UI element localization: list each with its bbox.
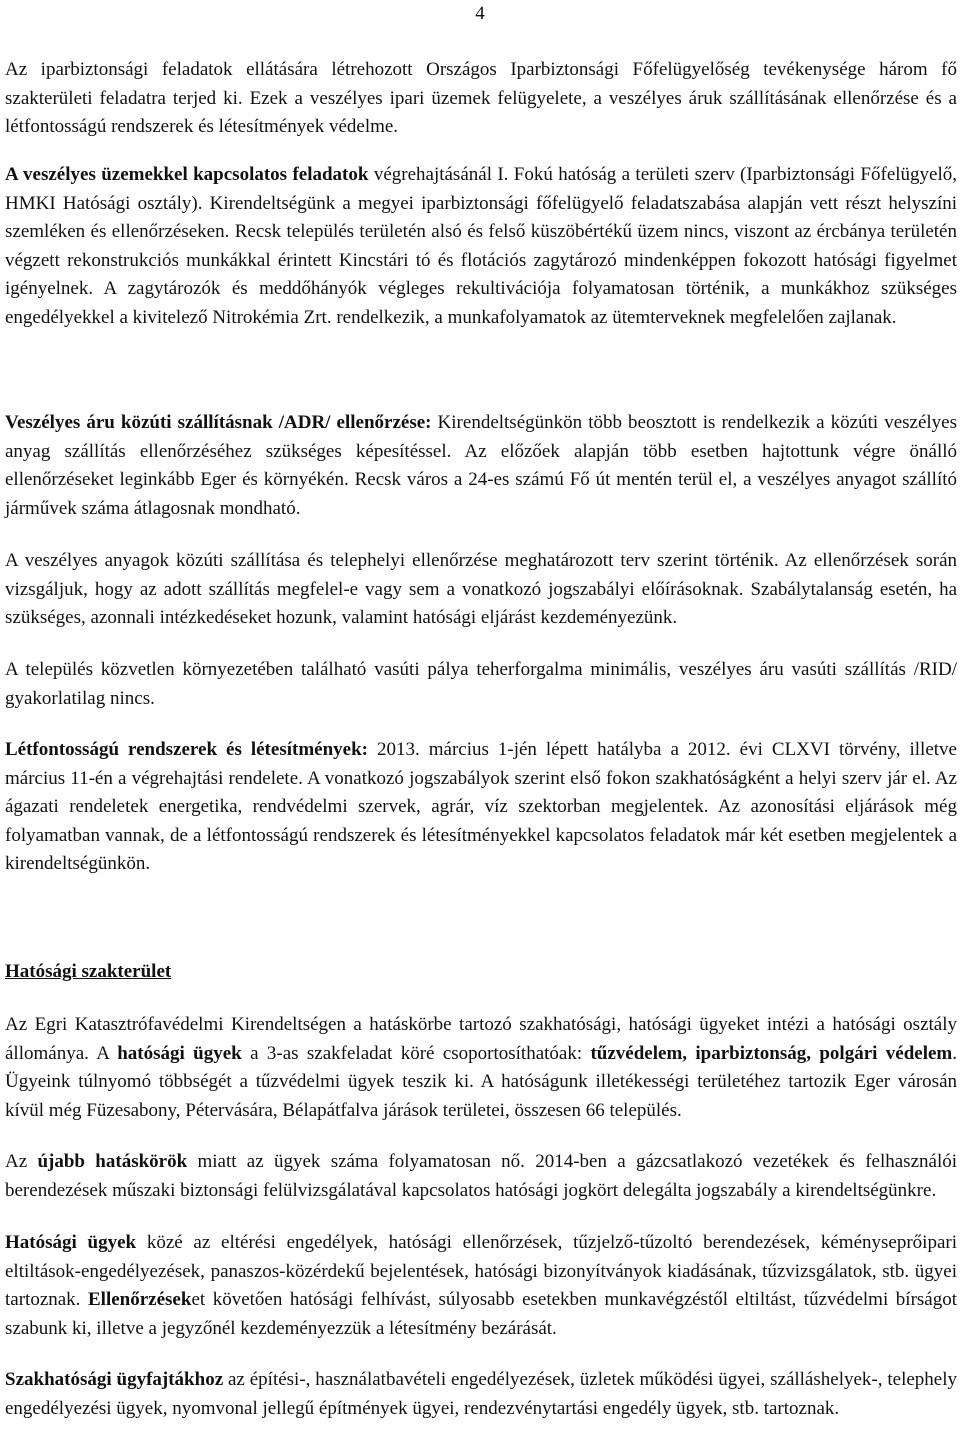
authority-paragraph-2 (5, 1148, 957, 1205)
authority-p1-text-e: . Ügyeink túlnyomó többségét a tűzvédelmi ügyek teszik ki. A hatóságunk illetékességi területéhez tartozik Eger városán kívül még Füzesabony, Pétervására, Bélapátfalva járások területei, összesen 66 település. (5, 1042, 957, 1121)
authority-p3-bold-cases: Hatósági ügyek (5, 1232, 137, 1253)
authority-p1-text-a: Az Egri Katasztrófavédelmi Kirendeltségen a hatáskörbe tartozó szakhatósági, hatósági ügyeket intézi a hatósági osztály állománya. A (5, 1014, 957, 1064)
authority-paragraph-3 (5, 1229, 957, 1343)
authority-paragraph-4 (5, 1366, 957, 1423)
authority-p2-text-c: miatt az ügyek száma folyamatosan nő. 2014-ben a gázcsatlakozó vezetékek és felhasználói berendezések műszaki biztonsági felülvizsgálatával kapcsolatos hatósági jogkört delegálta jogszabály a kirendeltségünkre. (5, 1151, 958, 1201)
dangerous-plants-paragraph (5, 161, 957, 332)
critical-infrastructure-paragraph (5, 736, 957, 879)
critical-infrastructure-text: 2013. március 1-jén lépett hatályba a 2012. évi CLXVI törvény, illetve március 11-én a végrehajtási rendelete. A vonatkozó jogszabályok szerint első fokon szakhatóságként a helyi szerv jár el. Az ágazati rendeletek energetika, rendvédelmi szervek, agrár, víz szektorban megjelentek. Az azonosítási eljárások még folyamatban vannak, de a létfontosságú rendszerek és létesítményekkel kapcsolatos feladatok már két esetben megjelentek a kirendeltségünkön. (5, 739, 957, 874)
authority-section-heading: Hatósági szakterület (5, 961, 172, 982)
authority-p2-bold-new-powers: újabb hatáskörök (37, 1151, 188, 1172)
authority-p1-text-c: a 3-as szakfeladat köré csoportosíthatóak: (241, 1042, 591, 1064)
intro-paragraph: Az iparbiztonsági feladatok ellátására létrehozott Országos Iparbiztonsági Főfelügyelőség tevékenysége három fő szakterületi feladatra terjed ki. Ezek a veszélyes ipari üzemek felügyelete, a veszélyes áruk szállításának ellenőrzése és a létfontosságú rendszerek és létesítmények védelme. (5, 59, 957, 137)
adr-paragraph (5, 409, 957, 523)
adr-paragraph-3: A település közvetlen környezetében található vasúti pálya teherforgalma minimális, veszélyes áru vasúti szállítás /RID/ gyakorlatilag nincs. (5, 659, 957, 709)
authority-p4-text-b: az építési-, használatbavételi engedélyezések, üzletek működési ügyei, szálláshelyek-, telephely engedélyezési ügyek, nyomvonal jellegű építmények ügyei, rendezvénytartási engedély ügyek, stb. tartoznak. (5, 1369, 957, 1419)
authority-p1-bold-hatosagi-ugyek: hatósági ügyek (117, 1042, 242, 1064)
page-number: 4 (475, 3, 485, 24)
authority-paragraph-1 (5, 1011, 957, 1125)
authority-p3-text-d: et követően hatósági felhívást, súlyosabb esetekben munkavégzéstől eltiltást, tűzvédelmi bírságot szabunk ki, illetve a jegyzőnél kezdeményezzük a létesítmény bezárását. (5, 1289, 957, 1339)
dangerous-plants-text: végrehajtásánál I. Fokú hatóság a területi szerv (Iparbiztonsági Főfelügyelő, HMKI Hatósági osztály). Kirendeltségünk a megyei iparbiztonsági főfelügyelő feladatszabása alapján vett részt helyszíni szemléken és ellenőrzéseken. Recsk település területén alsó és felső küszöbértékű üzem nincs, viszont az ércbánya területén végzett rekonstrukciós munkákkal érintett Kincstári tó és flotációs zagytározó mindenképpen fokozott hatósági figyelmet igényelnek. A zagytározók és meddőhányók végleges rekultivációja folyamatosan történik, a munkákhoz szükséges engedélyekkel a kivitelező Nitrokémia Zrt. rendelkezik, a munkafolyamatok az ütemterveknek megfelelően zajlanak. (5, 164, 957, 328)
adr-text: Kirendeltségünkön több beosztott is rendelkezik a közúti veszélyes anyag szállítás ellenőrzéséhez szükséges képesítéssel. Az előzőek alapján több esetben hajtottunk végre önálló ellenőrzéseket leginkább Eger és környékén. Recsk város a 24-es számú Fő út mentén terül el, a veszélyes anyagot szállító járművek száma átlagosnak mondható. (5, 412, 957, 519)
authority-p3-bold-checks: Ellenőrzések (88, 1289, 192, 1310)
authority-p2-text-a: Az (5, 1151, 38, 1172)
dangerous-plants-lead: A veszélyes üzemekkel kapcsolatos feladatok (5, 164, 369, 185)
authority-p1-bold-fields: tűzvédelem, iparbiztonság, polgári védelem (590, 1042, 953, 1064)
authority-p3-text-b: közé az eltérési engedélyek, hatósági ellenőrzések, tűzjelző-tűzoltó berendezések, kéményseprőipari eltiltások-engedélyezések, panaszos-közérdekű bejelentések, hatósági bizonyítványok kiadásának, tűzvizsgálatok, stb. ügyei tartoznak. (5, 1232, 957, 1310)
critical-infrastructure-lead: Létfontosságú rendszerek és létesítmények: (5, 739, 368, 760)
adr-lead: Veszélyes áru közúti szállításnak /ADR/ ellenőrzése: (5, 412, 432, 433)
adr-paragraph-2: A veszélyes anyagok közúti szállítása és telephelyi ellenőrzése meghatározott terv szerint történik. Az ellenőrzések során vizsgáljuk, hogy az adott szállítás megfelel-e vagy sem a vonatkozó jogszabályi előírásoknak. Szabálytalanság esetén, ha szükséges, azonnali intézkedéseket hozunk, valamint hatósági eljárást kezdeményezünk. (5, 550, 957, 628)
authority-p4-bold-specialist: Szakhatósági ügyfajtákhoz (5, 1369, 224, 1390)
